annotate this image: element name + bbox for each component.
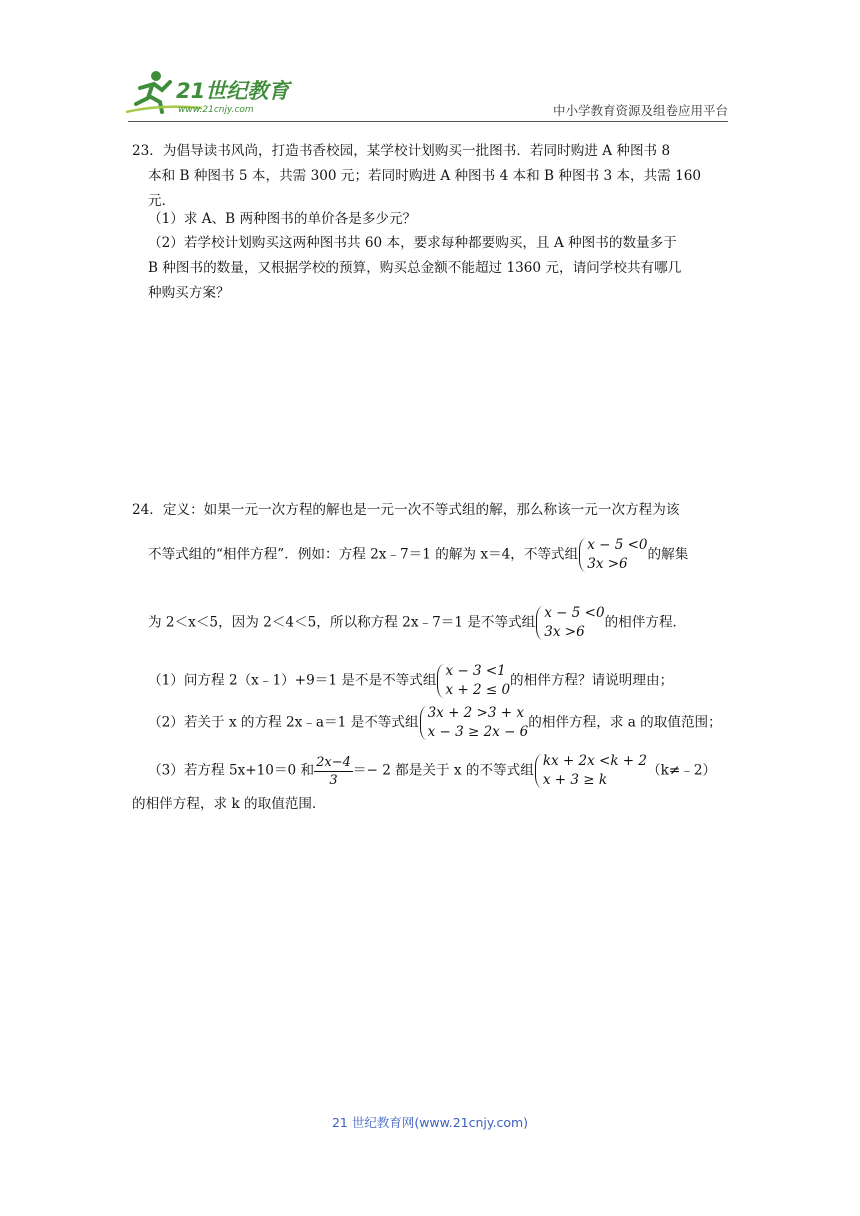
part-1-system [436, 662, 510, 700]
q24-part-3-mid: ＝− 2 都是关于 x 的不等式组 [352, 762, 534, 779]
q24-line-2-tail: 的解集 [647, 546, 689, 563]
logo-text: 21世纪教育 [176, 79, 290, 103]
inequality-system-example [578, 536, 647, 574]
q23-part-1: （1）求 A、B 两种图书的单价各是多少元？ [148, 211, 417, 227]
q24-line-3-tail: 的相伴方程． [604, 614, 687, 631]
system-row: x − 5 <0 [544, 605, 605, 621]
q23-line-3: 元． [148, 193, 176, 209]
q24-part-3-tail: （k≠﹣2） [647, 762, 717, 779]
q23-part-2-line-1: （2）若学校计划购买这两种图书共 60 本，要求每种都要购买，且 A 种图书的数量多于 [148, 235, 677, 251]
system-row: x + 3 ≥ k [542, 772, 607, 788]
part-2-system [419, 704, 529, 742]
q24-line-3-text: 为 2＜x＜5，因为 2＜4＜5，所以称方程 2x﹣7＝1 是不等式组 [148, 614, 536, 631]
q24-part-3-text: （3）若方程 5x+10＝0 和 [148, 762, 315, 779]
system-row: 3x >6 [544, 624, 585, 640]
header-divider [128, 121, 728, 122]
inequality-system-example-2 [535, 604, 604, 642]
q24-line-2 [132, 536, 688, 574]
q24-part-2 [132, 704, 722, 742]
q24-part-2-text: （2）若关于 x 的方程 2x﹣a＝1 是不等式组 [148, 714, 419, 731]
system-row: kx + 2x <k + 2 [542, 753, 647, 769]
fraction-denominator: 3 [329, 772, 338, 788]
q24-part-1 [132, 662, 673, 700]
site-logo [122, 68, 292, 116]
q23-part-2-line-3: 种购买方案？ [148, 285, 230, 301]
q24-part-1-text: （1）问方程 2（x﹣1）+9＝1 是不是不等式组 [148, 672, 437, 689]
q24-part-2-tail: 的相伴方程，求 a 的取值范围； [528, 714, 722, 731]
q24-line-1: 24．定义：如果一元一次方程的解也是一元一次不等式组的解，那么称该一元一次方程为该 [132, 502, 680, 518]
q24-part-3 [132, 752, 716, 790]
fraction-numerator: 2x−4 [316, 754, 351, 770]
q24-part-3-line-2: 的相伴方程，求 k 的取值范围． [132, 796, 326, 812]
system-row: 3x >6 [587, 556, 628, 572]
fraction [314, 754, 353, 789]
logo-url: www.21cnjy.com [178, 105, 254, 115]
q23-part-2-line-2: B 种图书的数量，又根据学校的预算，购买总金额不能超过 1360 元，请问学校共有哪几 [148, 260, 682, 276]
q23-line-1: 23．为倡导读书风尚，打造书香校园，某学校计划购买一批图书．若同时购进 A 种图书 8 [132, 143, 671, 159]
platform-text: 中小学教育资源及组卷应用平台 [552, 103, 728, 118]
system-row: 3x + 2 >3 + x [427, 705, 524, 721]
q24-line-3 [132, 604, 686, 642]
part-3-system [534, 752, 647, 790]
q23-line-2: 本和 B 种图书 5 本，共需 300 元；若同时购进 A 种图书 4 本和 B 种图书 3 本，共需 160 [148, 168, 702, 184]
footer-link[interactable]: 21 世纪教育网(www.21cnjy.com) [331, 1115, 529, 1130]
system-row: x − 5 <0 [587, 537, 648, 553]
q24-line-2-text: 不等式组的“相伴方程”．例如：方程 2x﹣7＝1 的解为 x＝4，不等式组 [148, 546, 579, 563]
system-row: x − 3 ≥ 2x − 6 [427, 724, 529, 740]
q24-part-1-tail: 的相伴方程？请说明理由； [510, 672, 674, 689]
system-row: x + 2 ≤ 0 [445, 682, 511, 698]
system-row: x − 3 <1 [445, 663, 506, 679]
